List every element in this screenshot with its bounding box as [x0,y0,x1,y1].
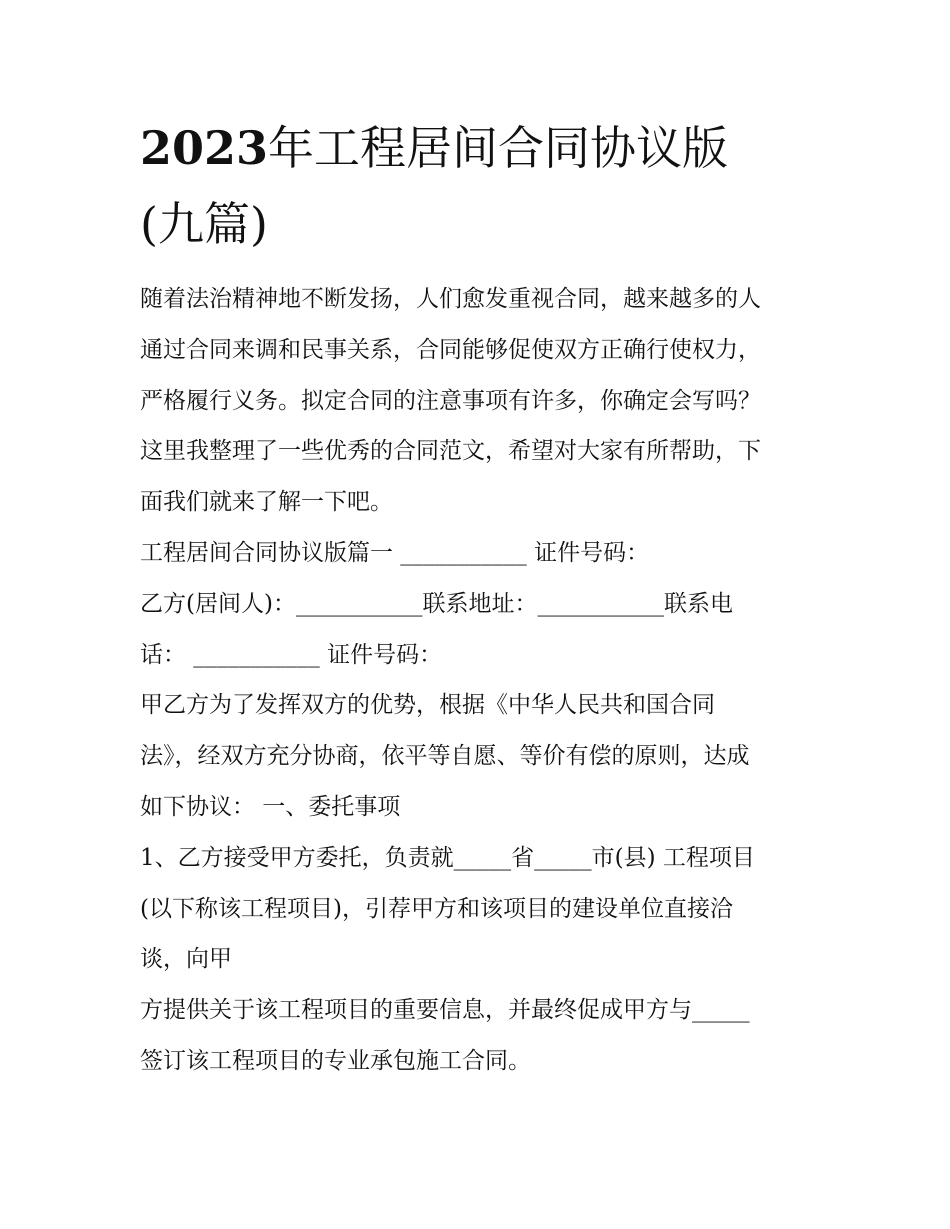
section-heading-line: 工程居间合同协议版篇一 ___________ 证件号码： [140,539,650,566]
party-b-phone-line: 话： ___________ 证件号码： [140,641,443,668]
clause-line: 签订该工程项目的专业承包施工合同。 [140,1047,531,1074]
body-line: 甲乙方为了发挥双方的优势，根据《中华人民共和国合同 [140,692,715,719]
body-line: 面我们就来了解一下吧。 [140,489,393,516]
title-line2-text: (九篇) [140,197,268,251]
clause-line: 方提供关于该工程项目的重要信息，并最终促成甲方与_____ [140,997,750,1024]
document-title [140,110,840,262]
document-body [140,274,830,1087]
title-line1-text: 年工程居间合同协议版 [268,121,729,175]
body-line: 这里我整理了一些优秀的合同范文，希望对大家有所帮助，下 [140,438,761,465]
clause-line: 谈，向甲 [140,946,232,973]
clause-line: 1、乙方接受甲方委托，负责就_____省_____市(县) 工程项目 [140,844,755,871]
body-line: 严格履行义务。拟定合同的注意事项有许多，你确定会写吗？ [140,387,761,414]
body-line: 随着法治精神地不断发扬，人们愈发重视合同，越来越多的人 [140,286,761,312]
party-b-line: 乙方(居间人)：___________联系地址：___________联系电 [140,590,733,617]
body-line: 如下协议： 一、委托事项 [140,793,401,820]
body-line: 法》，经双方充分协商，依平等自愿、等价有偿的原则，达成 [140,743,750,770]
clause-line: (以下称该工程项目)，引荐甲方和该项目的建设单位直接洽 [140,895,733,922]
title-year: 2023 [140,121,269,175]
body-line: 通过合同来调和民事关系，合同能够促使双方正确行使权力， [140,336,761,363]
